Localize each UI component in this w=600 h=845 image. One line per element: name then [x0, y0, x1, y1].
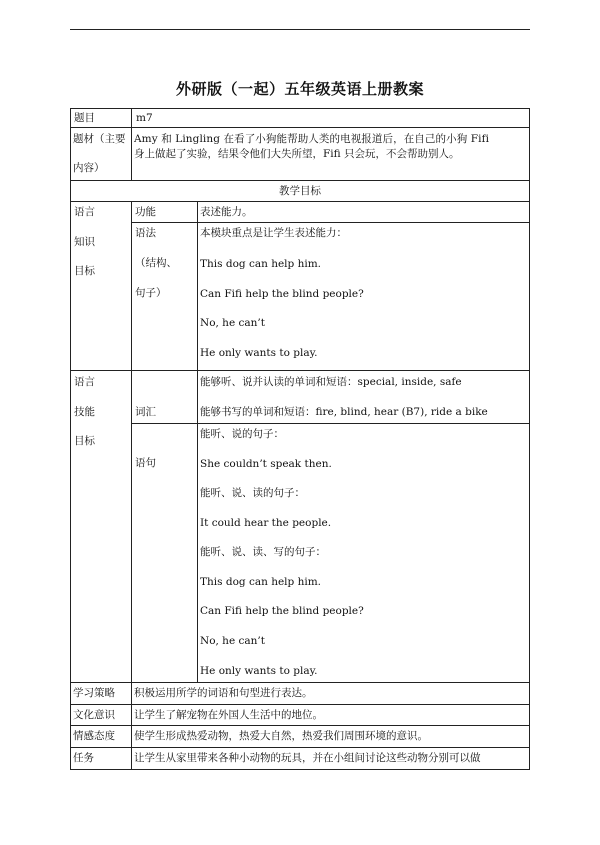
document-title: 外研版（一起）五年级英语上册教案 [175, 80, 424, 98]
col-divider [131, 682, 132, 770]
strategy-value: 积极运用所学的词语和句型进行表达。 [134, 687, 313, 699]
task-label: 任务 [73, 752, 94, 764]
sentence-label: 语句 [135, 457, 156, 469]
knowledge-label-1: 语言 [74, 206, 95, 218]
attitude-label: 情感态度 [73, 730, 115, 742]
function-label: 功能 [135, 206, 156, 218]
grammar-line: This dog can help him. [200, 258, 322, 270]
knowledge-label-3: 目标 [74, 265, 95, 277]
grammar-line: Can Fifi help the blind people? [200, 288, 364, 300]
sentence-line: No, he can’t [200, 635, 265, 647]
row-divider [70, 180, 530, 181]
material-label-line2: 内容） [73, 162, 105, 174]
vocab-label: 词汇 [135, 406, 156, 418]
sub-row-divider [132, 222, 530, 223]
function-text: 表述能力。 [200, 206, 253, 218]
sentence-line: Can Fifi help the blind people? [200, 605, 364, 617]
task-value: 让学生从家里带来各种小动物的玩具，并在小组间讨论这些动物分别可以做 [134, 752, 481, 764]
material-label-line1: 题材（主要 [73, 133, 126, 145]
skills-label-2: 技能 [74, 406, 95, 418]
culture-label: 文化意识 [73, 709, 115, 721]
row-divider [70, 682, 530, 683]
row-divider [70, 127, 530, 128]
sub-row-divider [132, 423, 530, 424]
col-divider [131, 201, 132, 747]
row-divider [70, 725, 530, 726]
sentence-line: 能听、说的句子： [200, 428, 284, 440]
strategy-label: 学习策略 [73, 687, 115, 699]
sentence-line: 能听、说、读、写的句子： [200, 546, 326, 558]
topic-value: m7 [136, 112, 153, 124]
knowledge-label-2: 知识 [74, 236, 95, 248]
header-rule [70, 29, 530, 30]
objectives-header: 教学目标 [279, 185, 321, 197]
sentence-line: She couldn’t speak then. [200, 458, 332, 470]
grammar-line: No, he can’t [200, 317, 265, 329]
material-text-line1: Amy 和 Lingling 在看了小狗能帮助人类的电视报道后，在自己的小狗 Fifi [134, 133, 490, 145]
grammar-line: 本模块重点是让学生表述能力： [200, 227, 347, 239]
sentence-line: This dog can help him. [200, 576, 322, 588]
material-text-line2: 身上做起了实验，结果令他们大失所望，Fifi 只会玩，不会帮助别人。 [134, 148, 460, 160]
row-divider [70, 370, 530, 371]
skills-label-3: 目标 [74, 435, 95, 447]
col-divider [131, 108, 132, 181]
row-divider [70, 747, 530, 748]
vocab-line: 能够书写的单词和短语：fire, blind, hear (B7), ride a bike [200, 406, 488, 418]
row-divider [70, 704, 530, 705]
sentence-line: 能听、说、读的句子： [200, 487, 305, 499]
grammar-label-1: 语法 [135, 227, 156, 239]
grammar-label-2: （结构、 [135, 257, 177, 269]
culture-value: 让学生了解宠物在外国人生活中的地位。 [134, 709, 323, 721]
grammar-label-3: 句子） [135, 287, 167, 299]
sentence-line: He only wants to play. [200, 665, 318, 677]
col-divider [197, 201, 198, 682]
topic-label: 题目 [74, 112, 95, 124]
vocab-line: 能够听、说并认读的单词和短语：special, inside, safe [200, 376, 462, 388]
sentence-line: It could hear the people. [200, 517, 332, 529]
skills-label-1: 语言 [74, 376, 95, 388]
attitude-value: 使学生形成热爱动物，热爱大自然，热爱我们周围环境的意识。 [134, 730, 428, 742]
grammar-line: He only wants to play. [200, 347, 318, 359]
row-divider [70, 201, 530, 202]
